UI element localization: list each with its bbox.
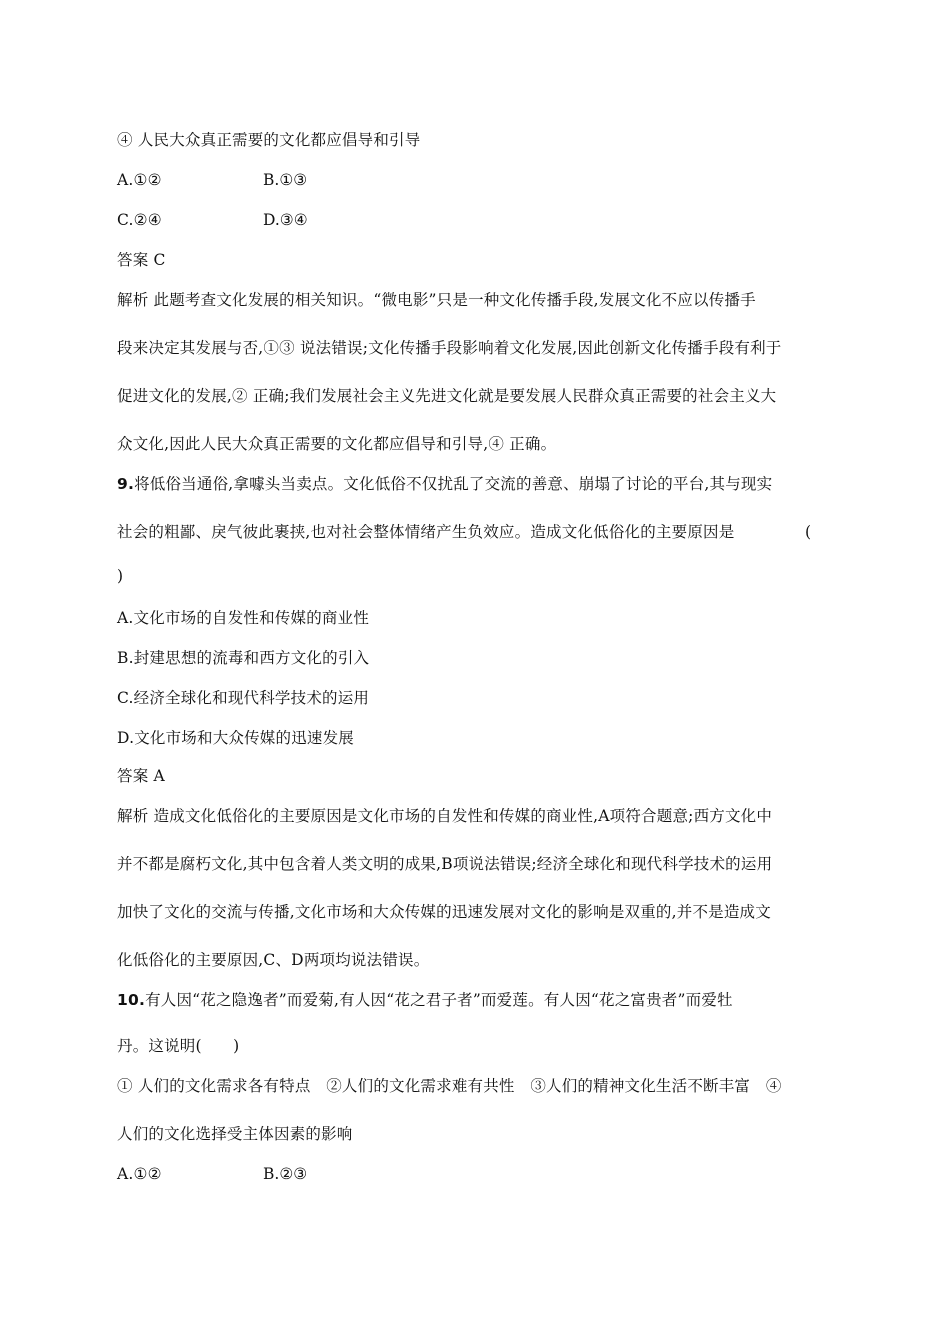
q10-option-a: A.①② — [117, 1165, 162, 1183]
q8-option-b: B.①③ — [263, 171, 308, 189]
q9-analysis-line-4: 化低俗化的主要原因,C、D两项均说法错误。 — [117, 951, 430, 969]
q9-analysis-line-2: 并不都是腐朽文化,其中包含着人类文明的成果,B项说法错误;经济全球化和现代科学技术的运用 — [117, 855, 773, 873]
q8-option-a: A.①② — [117, 171, 162, 189]
q9-option-a: A.文化市场的自发性和传媒的商业性 — [117, 609, 370, 627]
q9-analysis-line-1: 解析 造成文化低俗化的主要原因是文化市场的自发性和传媒的商业性,A项符合题意;西方文化中 — [117, 807, 773, 825]
q10-option-b: B.②③ — [263, 1165, 308, 1183]
q8-item-4: ④ 人民大众真正需要的文化都应倡导和引导 — [117, 131, 421, 149]
q10-stem-text-1: 有人因“花之隐逸者”而爱菊,有人因“花之君子者”而爱莲。有人因“花之富贵者”而爱牡 — [145, 991, 733, 1009]
q9-option-b: B.封建思想的流毒和西方文化的引入 — [117, 649, 370, 667]
q10-items-line-1: ① 人们的文化需求各有特点 ②人们的文化需求难有共性 ③人们的精神文化生活不断丰富 ④ — [117, 1077, 782, 1095]
q10-number: 10. — [117, 991, 146, 1009]
q9-paren-open: ( — [805, 523, 812, 541]
q8-option-c: C.②④ — [117, 211, 162, 229]
q10-stem-line-1 — [117, 990, 733, 1010]
q9-answer: 答案 A — [117, 767, 165, 785]
q10-items-line-2: 人们的文化选择受主体因素的影响 — [117, 1125, 353, 1143]
q9-stem-line-1 — [117, 474, 772, 494]
q9-stem-text-1: 将低俗当通俗,拿噱头当卖点。文化低俗不仅扰乱了交流的善意、崩塌了讨论的平台,其与现实 — [134, 475, 773, 493]
q9-option-c: C.经济全球化和现代科学技术的运用 — [117, 689, 370, 707]
q9-stem-line-2: 社会的粗鄙、戾气彼此裹挟,也对社会整体情绪产生负效应。造成文化低俗化的主要原因是 — [117, 523, 735, 541]
q8-option-d: D.③④ — [263, 211, 308, 229]
q9-analysis-line-3: 加快了文化的交流与传播,文化市场和大众传媒的迅速发展对文化的影响是双重的,并不是造成文 — [117, 903, 771, 921]
q10-stem-line-2: 丹。这说明( ) — [117, 1037, 240, 1055]
q9-paren-close: ) — [117, 567, 124, 585]
q9-number: 9. — [117, 475, 135, 493]
q8-analysis-line-4: 众文化,因此人民大众真正需要的文化都应倡导和引导,④ 正确。 — [117, 435, 557, 453]
q9-option-d: D.文化市场和大众传媒的迅速发展 — [117, 729, 355, 747]
q8-answer: 答案 C — [117, 251, 166, 269]
q8-analysis-line-3: 促进文化的发展,② 正确;我们发展社会主义先进文化就是要发展人民群众真正需要的社会主义大 — [117, 387, 777, 405]
q8-analysis-line-2: 段来决定其发展与否,①③ 说法错误;文化传播手段影响着文化发展,因此创新文化传播手段有利于 — [117, 339, 782, 357]
q8-analysis-line-1: 解析 此题考查文化发展的相关知识。“微电影”只是一种文化传播手段,发展文化不应以传播手 — [117, 291, 756, 309]
